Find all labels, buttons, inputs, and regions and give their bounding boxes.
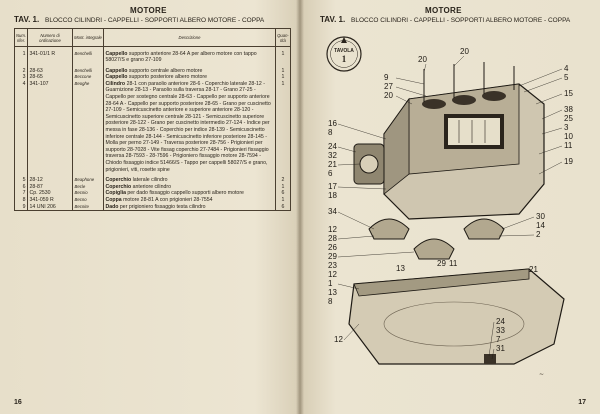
row-quantity: 1 — [276, 68, 291, 75]
table-header-row — [15, 29, 291, 47]
callout: 21 — [529, 265, 538, 274]
part-name: Cappello — [105, 50, 128, 57]
part-name: Cappello — [105, 67, 128, 74]
row-quantity: 1 — [276, 51, 291, 64]
row-code: 341-107 — [28, 81, 73, 173]
callout: 5 — [564, 73, 569, 82]
callout: 14 — [536, 221, 545, 230]
callout: 11 — [449, 259, 458, 268]
part-name: Coppa — [105, 196, 122, 203]
part-text: per prigioniero fissaggio testa cilindro — [119, 203, 206, 210]
callout: 18 — [328, 191, 337, 200]
plate-title-text: BLOCCO CILINDRI - CAPPELLI - SOPPORTI ALBERO MOTORE - COPPA — [351, 17, 571, 24]
plate-label: TAV. 1. — [14, 15, 40, 24]
row-description — [104, 197, 276, 204]
callout: 13 — [396, 264, 405, 273]
callout: 16 — [328, 119, 337, 128]
callout: 15 — [564, 89, 573, 98]
row-mount: Benchelli — [73, 68, 104, 75]
oil-sump — [349, 269, 564, 364]
part-text: 28-1 con paraolio anteriore 28-6 - Coperchio laterale 28-12 - Guarnizione 28-13 - Paraolio sulla traversa 28-17 - Grano 27-25 - Cappello per sostegno centrale 28-63 - Cappello per supporto anteriore 28-64 A - Cappello per supporto posteriore 28-65 - Grano per cuscinetto 27-109 - Semicuscinetto anteriore e superiore anteriore 28-120 - Semicuscinetto superiore centrale 28-121 - Semicuscinetto superiore posteriore 28-122 - Grano per cuscinetto intermedio 27-124 - Indice per messa in fase 28-136 - Coperchio per indice 28-139 - Semicuscinetto inferiore centrale 28-144 - Semicuscinetto inferiore posteriore 28-145 - Molla per perno 27-149 - Traversa posteriore 28-756 - Prigionieri per supporto 28-7028 - Vite fissag coperchio 27-7484 - Prigionieri fissaggio traversa 28-7593 - 28-7596 - Prigioniero fissaggio motore 28-7594 - Chiodo fissaggio indice 51466/S - Tappo per cappelli 58027/S e grano, prigionieri, viti, rosette spine — [105, 80, 271, 173]
part-text: supporto anteriore 28-64 A per albero motore con tappo 58027/S e grano 27-109 — [105, 50, 257, 64]
callout: 31 — [496, 344, 505, 353]
callout: 1 — [328, 279, 333, 288]
part-name: Cappello — [105, 74, 128, 81]
row-num: 7 — [15, 190, 28, 197]
row-code: 28-87 — [28, 184, 73, 191]
row-description — [104, 190, 276, 197]
callout: 6 — [328, 169, 333, 178]
row-mount: Becnio — [73, 190, 104, 197]
callout: 30 — [536, 212, 545, 221]
row-code: 28-12 — [28, 177, 73, 184]
header-description: Descrizione — [104, 29, 276, 47]
part-name: Coperchio — [105, 177, 132, 184]
part-text: anteriore cilindro — [132, 183, 171, 190]
callout: 29 — [328, 252, 337, 261]
callout: 11 — [564, 141, 573, 150]
table-row — [15, 68, 291, 75]
plate-title — [14, 15, 264, 24]
callout: 12 — [334, 335, 343, 344]
row-description — [104, 184, 276, 191]
row-num: 1 — [15, 51, 28, 64]
row-code: 28-65 — [28, 74, 73, 81]
callout: 12 — [328, 225, 337, 234]
cylinder-block — [354, 62, 544, 219]
table-row — [15, 177, 291, 184]
artist-signature: ~ — [539, 371, 545, 378]
callout: 29 — [437, 259, 446, 268]
row-code: 28-63 — [28, 68, 73, 75]
callout: 26 — [328, 243, 337, 252]
callout: 20 — [384, 91, 393, 100]
table-row — [15, 81, 291, 173]
row-num: 2 — [15, 68, 28, 75]
page-number: 17 — [578, 399, 586, 406]
callout: 23 — [328, 261, 337, 270]
bearing-caps — [369, 219, 504, 259]
callout: 4 — [564, 64, 569, 73]
row-description — [104, 204, 276, 211]
row-mount: Beaphone — [73, 177, 104, 184]
parts-table — [14, 28, 291, 211]
part-text: motore 28-81 A con prigionieri 28-7554 — [123, 196, 213, 203]
row-description — [104, 74, 276, 81]
callout: 24 — [328, 142, 337, 151]
part-text: supporto centrale albero motore — [128, 67, 203, 74]
row-num: 8 — [15, 197, 28, 204]
plate-label: TAV. 1. — [320, 15, 346, 24]
plate-title-text: BLOCCO CILINDRI - CAPPELLI - SOPPORTI ALBERO MOTORE - COPPA — [45, 17, 265, 24]
plate-title — [320, 15, 570, 24]
callout: 34 — [328, 207, 337, 216]
part-text: laterale cilindro — [132, 177, 168, 184]
page-number: 16 — [14, 399, 22, 406]
callout: 38 — [564, 105, 573, 114]
row-mount: Beccone — [73, 74, 104, 81]
badge-label: TAVOLA — [334, 48, 354, 54]
row-description — [104, 51, 276, 64]
callout: 9 — [384, 73, 389, 82]
callout: 12 — [328, 270, 337, 279]
callout: 2 — [536, 230, 541, 239]
callout: 32 — [328, 151, 337, 160]
header-code: Numero di ordinazione — [28, 29, 73, 47]
row-mount: Beoghe — [73, 81, 104, 173]
part-text: per dado fissaggio cappello supporti albero motore — [127, 190, 244, 197]
row-description — [104, 68, 276, 75]
running-head: MOTORE — [425, 6, 462, 15]
callout: 13 — [328, 288, 337, 297]
callout: 3 — [564, 123, 569, 132]
row-num: 9 — [15, 204, 28, 211]
callout: 24 — [496, 317, 505, 326]
callout: 17 — [328, 182, 337, 191]
row-code: 341-059 R — [28, 197, 73, 204]
callout: 25 — [564, 114, 573, 123]
badge-number: 1 — [341, 54, 347, 64]
callout: 8 — [328, 297, 333, 306]
parts-table-body — [15, 47, 291, 211]
row-quantity: 1 — [276, 184, 291, 191]
row-mount: Becno — [73, 197, 104, 204]
book-gutter — [296, 0, 304, 414]
row-code: Cp. 2530 — [28, 190, 73, 197]
tavola-badge — [327, 37, 361, 71]
row-quantity: 6 — [276, 204, 291, 211]
row-quantity: 1 — [276, 74, 291, 81]
drain-plug — [484, 354, 496, 364]
part-name: Coperchio — [105, 183, 132, 190]
row-num: 6 — [15, 184, 28, 191]
part-name: Dado — [105, 203, 119, 210]
table-row — [15, 197, 291, 204]
part-name: Copiglia — [105, 190, 126, 197]
row-description — [104, 81, 276, 173]
callout: 8 — [328, 128, 333, 137]
row-code: 14 UNI 206 — [28, 204, 73, 211]
callout: 27 — [384, 82, 393, 91]
callout: 19 — [564, 157, 573, 166]
running-head: MOTORE — [130, 6, 167, 15]
table-row — [15, 190, 291, 197]
callout: 10 — [564, 132, 573, 141]
row-quantity: 1 — [276, 81, 291, 173]
right-page — [300, 0, 600, 414]
row-quantity: 6 — [276, 190, 291, 197]
row-num: 3 — [15, 74, 28, 81]
table-row — [15, 184, 291, 191]
callout: 28 — [328, 234, 337, 243]
callout: 21 — [328, 160, 337, 169]
callout: 7 — [496, 335, 501, 344]
part-name: Cilindro — [105, 80, 126, 87]
row-quantity: 1 — [276, 197, 291, 204]
table-row — [15, 74, 291, 81]
row-mount: Benchelli — [73, 51, 104, 64]
table-row — [15, 204, 291, 211]
callout: 20 — [418, 55, 427, 64]
row-description — [104, 177, 276, 184]
row-mount: Becle — [73, 184, 104, 191]
row-num: 5 — [15, 177, 28, 184]
row-code: 341-01/1 R — [28, 51, 73, 64]
part-text: supporto posteriore albero motore — [128, 74, 208, 81]
header-num: Num. rifer. — [15, 29, 28, 47]
callout: 20 — [460, 47, 469, 56]
table-row — [15, 51, 291, 64]
header-quantity: Quan-tità — [276, 29, 291, 47]
row-num: 4 — [15, 81, 28, 173]
row-mount: Becnite — [73, 204, 104, 211]
callout: 33 — [496, 326, 505, 335]
header-mount: Mont. integrale — [73, 29, 104, 47]
row-quantity: 2 — [276, 177, 291, 184]
exploded-engine-diagram — [314, 24, 594, 394]
